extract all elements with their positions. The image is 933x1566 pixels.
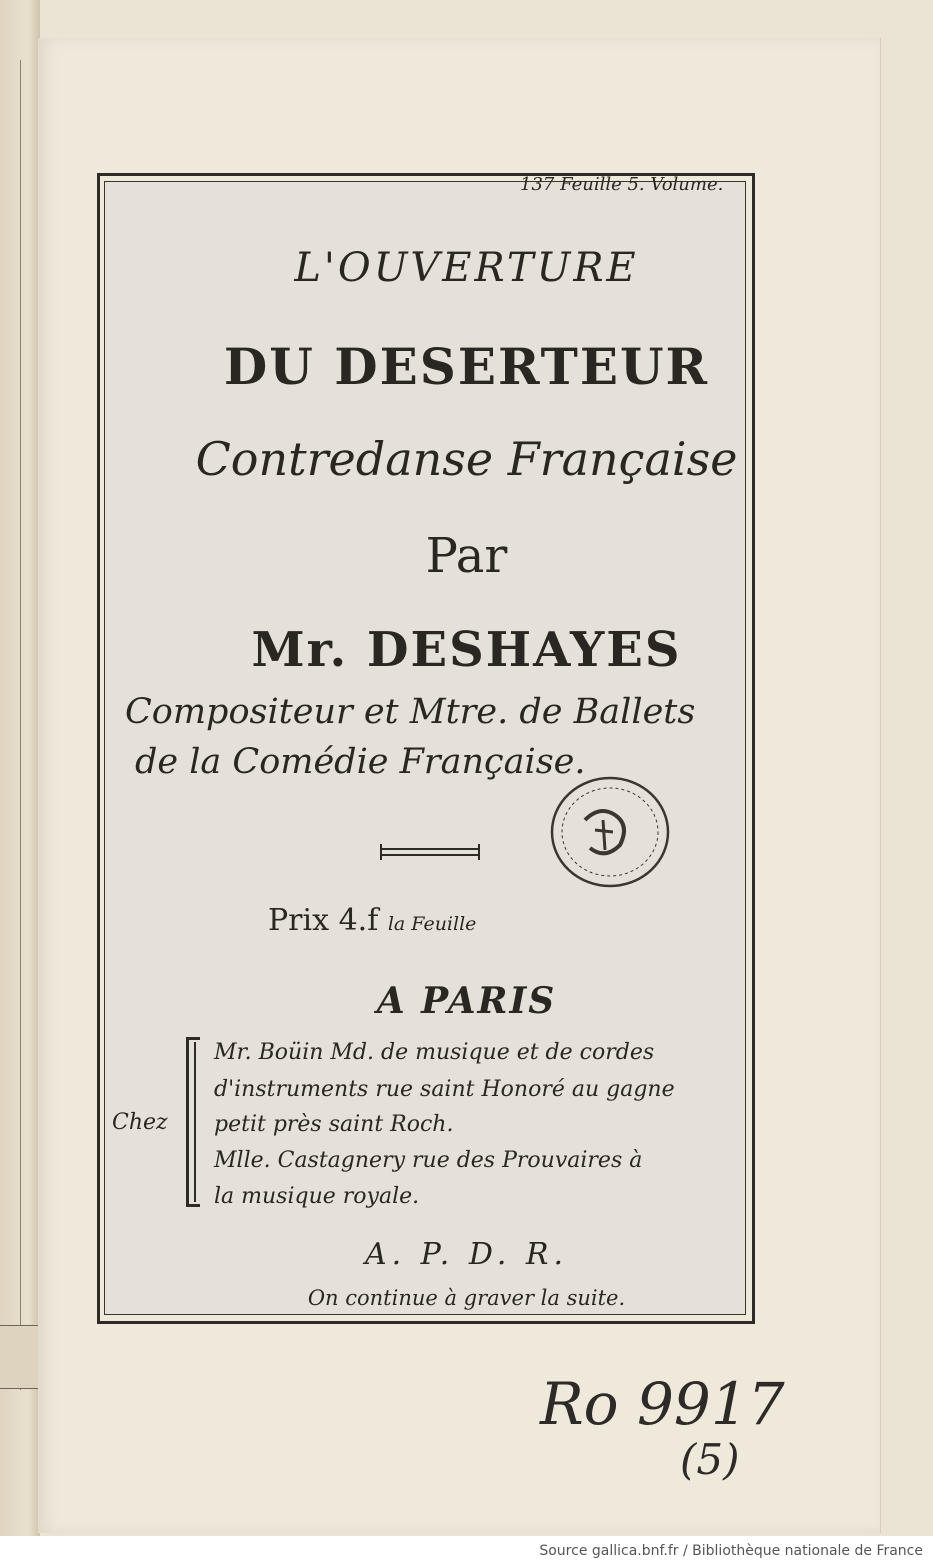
composer-line-2: de la Comédie Française.: [135, 742, 586, 782]
composer-line-1: Compositeur et Mtre. de Ballets: [125, 692, 696, 732]
source-footer: [0, 1536, 933, 1566]
decorative-rule: [378, 843, 482, 861]
address-line: la musique royale.: [214, 1184, 420, 1209]
call-number-volume: (5): [680, 1435, 740, 1484]
source-credit: Source gallica.bnf.fr / Bibliothèque nationale de France: [539, 1543, 923, 1559]
title-line-3: Contredanse Française: [195, 432, 738, 486]
volume-note: 137 Feuille 5. Volume.: [520, 174, 724, 195]
library-stamp: [545, 770, 675, 895]
address-line: petit près saint Roch.: [214, 1112, 454, 1137]
title-line-1: L'OUVERTURE: [294, 245, 639, 291]
price-label: Prix 4.f: [268, 903, 379, 938]
price-line: [268, 903, 476, 938]
privilege-mark: A. P. D. R.: [364, 1237, 569, 1272]
binding-label-tab: [0, 1325, 39, 1389]
price-unit: la Feuille: [387, 913, 477, 935]
author-name: Mr. DESHAYES: [251, 622, 682, 678]
address-bracket-inner: [194, 1042, 196, 1202]
address-bracket: [186, 1037, 200, 1207]
address-line: Mlle. Castagnery rue des Prouvaires à: [214, 1148, 643, 1173]
continuation-note: On continue à graver la suite.: [307, 1286, 626, 1310]
publication-city: A PARIS: [376, 980, 557, 1022]
address-line: Mr. Boüin Md. de musique et de cordes: [214, 1040, 655, 1065]
chez-label: Chez: [112, 1110, 168, 1135]
title-line-4: Par: [425, 528, 508, 584]
address-line: d'instruments rue saint Honoré au gagne: [214, 1077, 675, 1102]
call-number: Ro 9917: [540, 1370, 785, 1438]
title-line-2: DU DESERTEUR: [223, 337, 710, 396]
